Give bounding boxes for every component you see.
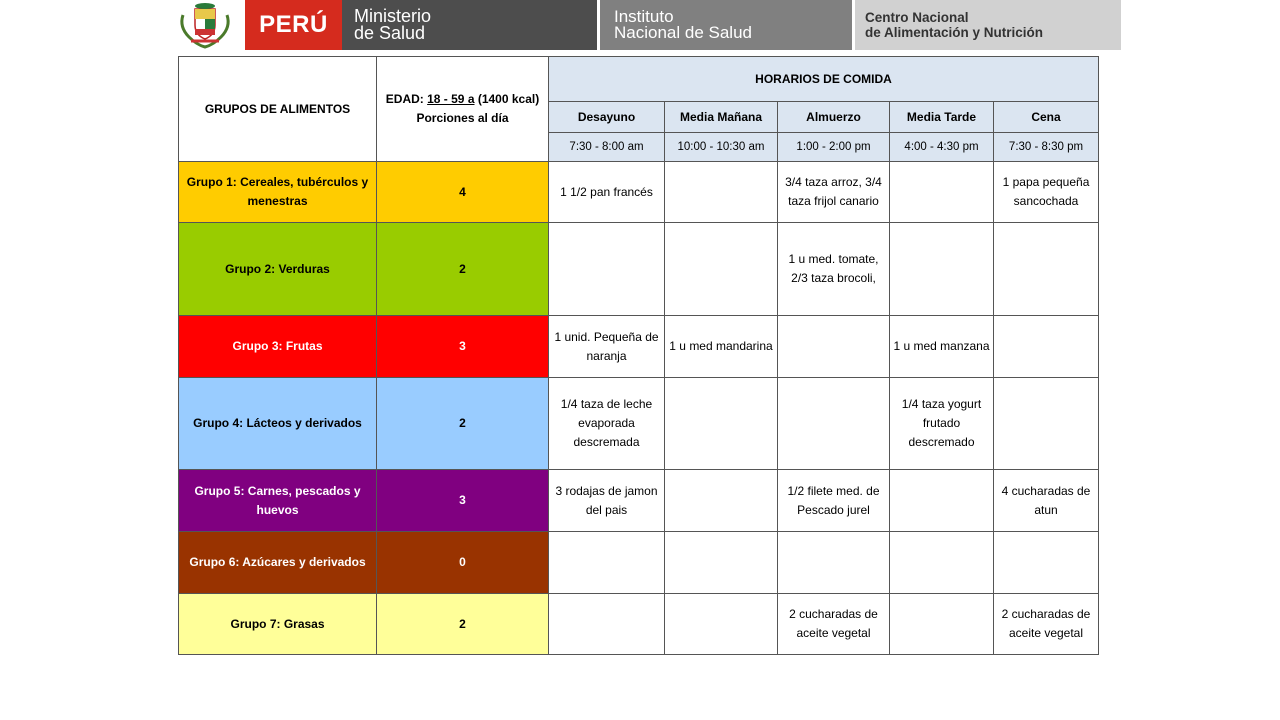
meal-header: Desayuno	[549, 102, 665, 133]
meal-cell	[994, 378, 1099, 470]
meal-cell	[994, 223, 1099, 316]
meal-cell	[778, 532, 890, 594]
meal-plan-table	[178, 56, 1099, 655]
meal-cell	[778, 316, 890, 378]
meal-cell: 1 papa pequeña sancochada	[994, 162, 1099, 223]
meal-cell	[994, 532, 1099, 594]
group-name: Grupo 3: Frutas	[179, 316, 377, 378]
group-name: Grupo 1: Cereales, tubérculos y menestras	[179, 162, 377, 223]
meal-time: 10:00 - 10:30 am	[665, 133, 778, 162]
meal-header: Almuerzo	[778, 102, 890, 133]
group-portions: 0	[377, 532, 549, 594]
meal-cell: 1 u med. tomate, 2/3 taza brocoli,	[778, 223, 890, 316]
meal-cell: 3/4 taza arroz, 3/4 taza frijol canario	[778, 162, 890, 223]
meal-cell	[778, 378, 890, 470]
centro-block	[855, 0, 1121, 50]
peru-logo	[245, 0, 342, 50]
ministerio-line1: Ministerio	[354, 6, 432, 26]
table-row	[179, 223, 1099, 316]
group-name: Grupo 6: Azúcares y derivados	[179, 532, 377, 594]
meal-cell	[890, 223, 994, 316]
meal-cell	[665, 594, 778, 655]
meal-time: 4:00 - 4:30 pm	[890, 133, 994, 162]
meal-cell: 4 cucharadas de atun	[994, 470, 1099, 532]
meal-cell	[549, 532, 665, 594]
age-portions-header	[377, 57, 549, 162]
meal-cell: 1 1/2 pan francés	[549, 162, 665, 223]
group-name: Grupo 5: Carnes, pescados y huevos	[179, 470, 377, 532]
meal-cell	[549, 594, 665, 655]
ministerio-line2: de Salud	[354, 23, 426, 43]
centro-line2: de Alimentación y Nutrición	[865, 25, 1044, 40]
group-portions: 3	[377, 470, 549, 532]
age-value: 18 - 59 a	[427, 92, 475, 106]
meal-cell: 1 unid. Pequeña de naranja	[549, 316, 665, 378]
meal-header: Cena	[994, 102, 1099, 133]
instituto-line1: Instituto	[614, 7, 674, 26]
meal-cell	[890, 470, 994, 532]
table-row	[179, 162, 1099, 223]
coat-of-arms-icon	[165, 0, 245, 50]
meal-cell: 2 cucharadas de aceite vegetal	[994, 594, 1099, 655]
header-row	[179, 57, 1099, 102]
schedule-header: HORARIOS DE COMIDA	[549, 57, 1099, 102]
table-row	[179, 532, 1099, 594]
meal-cell	[665, 470, 778, 532]
instituto-line2: Nacional de Salud	[614, 23, 752, 42]
ministerio-block	[342, 0, 597, 50]
meal-cell	[890, 594, 994, 655]
meal-cell: 3 rodajas de jamon del pais	[549, 470, 665, 532]
meal-cell	[890, 162, 994, 223]
meal-cell	[665, 162, 778, 223]
group-name: Grupo 4: Lácteos y derivados	[179, 378, 377, 470]
group-name: Grupo 2: Verduras	[179, 223, 377, 316]
meal-time: 7:30 - 8:00 am	[549, 133, 665, 162]
meal-cell	[665, 532, 778, 594]
meal-cell	[994, 316, 1099, 378]
meal-cell: 1/4 taza de leche evaporada descremada	[549, 378, 665, 470]
table-row	[179, 594, 1099, 655]
meal-cell: 1 u med manzana	[890, 316, 994, 378]
table-row	[179, 316, 1099, 378]
meal-cell	[665, 223, 778, 316]
peru-text: PERÚ	[259, 11, 328, 38]
group-portions: 4	[377, 162, 549, 223]
header-banner	[165, 0, 1121, 50]
group-portions: 3	[377, 316, 549, 378]
meal-cell: 1/2 filete med. de Pescado jurel	[778, 470, 890, 532]
meal-time: 7:30 - 8:30 pm	[994, 133, 1099, 162]
meal-cell: 2 cucharadas de aceite vegetal	[778, 594, 890, 655]
meal-cell	[890, 532, 994, 594]
meal-cell: 1 u med mandarina	[665, 316, 778, 378]
group-portions: 2	[377, 378, 549, 470]
portions-label: Porciones al día	[416, 111, 509, 125]
group-portions: 2	[377, 223, 549, 316]
meal-cell	[549, 223, 665, 316]
meal-header: Media Tarde	[890, 102, 994, 133]
centro-line1: Centro Nacional	[865, 10, 969, 25]
meal-header: Media Mañana	[665, 102, 778, 133]
kcal-label: (1400 kcal)	[474, 92, 540, 106]
instituto-block	[600, 0, 852, 50]
meal-cell: 1/4 taza yogurt frutado descremado	[890, 378, 994, 470]
age-label: EDAD:	[385, 92, 428, 106]
table-row	[179, 378, 1099, 470]
meal-cell	[665, 378, 778, 470]
group-name: Grupo 7: Grasas	[179, 594, 377, 655]
table-row	[179, 470, 1099, 532]
group-portions: 2	[377, 594, 549, 655]
groups-header: GRUPOS DE ALIMENTOS	[179, 57, 377, 162]
meal-time: 1:00 - 2:00 pm	[778, 133, 890, 162]
